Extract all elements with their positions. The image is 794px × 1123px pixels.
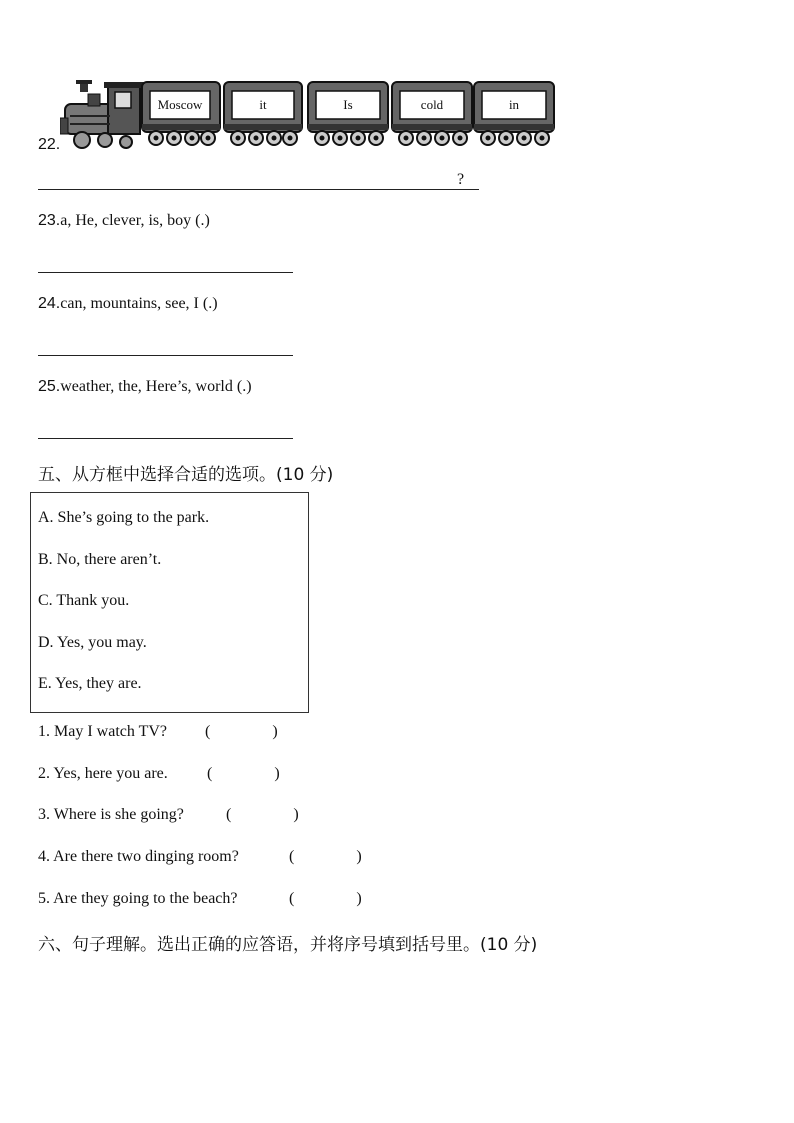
train-word-1: Moscow bbox=[157, 97, 203, 112]
train-word-4: cold bbox=[420, 97, 444, 112]
question-5-5: 5. Are they going to the beach? bbox=[38, 890, 238, 907]
bracket-open: ( bbox=[205, 723, 211, 740]
answer-line-24[interactable] bbox=[38, 355, 293, 356]
question-25 bbox=[38, 378, 252, 396]
bracket-close: ) bbox=[274, 765, 280, 782]
question-23-words: a, He, clever, is, boy (.) bbox=[60, 212, 210, 229]
question-22-end-mark: ? bbox=[457, 171, 465, 188]
question-24 bbox=[38, 295, 218, 313]
answer-line-23[interactable] bbox=[38, 272, 293, 273]
wagon-4 bbox=[392, 82, 472, 145]
question-24-number: 24. bbox=[38, 295, 61, 312]
bracket-close: ) bbox=[272, 723, 278, 740]
question-5-4: 4. Are there two dinging room? bbox=[38, 848, 239, 865]
question-23-number: 23. bbox=[38, 212, 61, 229]
answer-bracket-2[interactable] bbox=[207, 765, 280, 783]
question-5-1: 1. May I watch TV? bbox=[38, 723, 167, 740]
bracket-close: ) bbox=[356, 890, 362, 907]
option-c: C. Thank you. bbox=[38, 592, 130, 609]
locomotive-icon bbox=[60, 80, 152, 148]
bracket-close: ) bbox=[356, 848, 362, 865]
bracket-open: ( bbox=[289, 848, 295, 865]
train-word-2: it bbox=[259, 97, 267, 112]
question-5-2: 2. Yes, here you are. bbox=[38, 765, 168, 782]
section-6-title: 六、句子理解。选出正确的应答语，并将序号填到括号里。(10 分) bbox=[38, 935, 538, 955]
wagon-3 bbox=[308, 82, 388, 145]
answer-line-22[interactable] bbox=[38, 189, 479, 190]
answer-bracket-1[interactable] bbox=[205, 723, 278, 741]
question-25-number: 25. bbox=[38, 378, 61, 395]
option-b: B. No, there aren’t. bbox=[38, 551, 162, 568]
question-23 bbox=[38, 212, 210, 230]
wagon-1 bbox=[142, 82, 220, 145]
wagon-2 bbox=[224, 82, 302, 145]
question-24-words: can, mountains, see, I (.) bbox=[60, 295, 218, 312]
train-illustration bbox=[60, 78, 560, 152]
answer-bracket-4[interactable] bbox=[289, 848, 362, 866]
answer-bracket-5[interactable] bbox=[289, 890, 362, 908]
question-25-words: weather, the, Here’s, world (.) bbox=[60, 378, 252, 395]
option-a: A. She’s going to the park. bbox=[38, 509, 210, 526]
bracket-open: ( bbox=[289, 890, 295, 907]
wagon-5 bbox=[474, 82, 554, 145]
option-e: E. Yes, they are. bbox=[38, 675, 142, 692]
bracket-close: ) bbox=[293, 806, 299, 823]
train-word-3: Is bbox=[343, 97, 353, 112]
question-22-number: 22. bbox=[38, 136, 61, 153]
section-5-title: 五、从方框中选择合适的选项。(10 分) bbox=[38, 465, 334, 485]
bracket-open: ( bbox=[207, 765, 213, 782]
question-5-3: 3. Where is she going? bbox=[38, 806, 184, 823]
answer-line-25[interactable] bbox=[38, 438, 293, 439]
option-d: D. Yes, you may. bbox=[38, 634, 147, 651]
bracket-open: ( bbox=[226, 806, 232, 823]
train-word-5: in bbox=[508, 97, 520, 112]
answer-bracket-3[interactable] bbox=[226, 806, 299, 824]
